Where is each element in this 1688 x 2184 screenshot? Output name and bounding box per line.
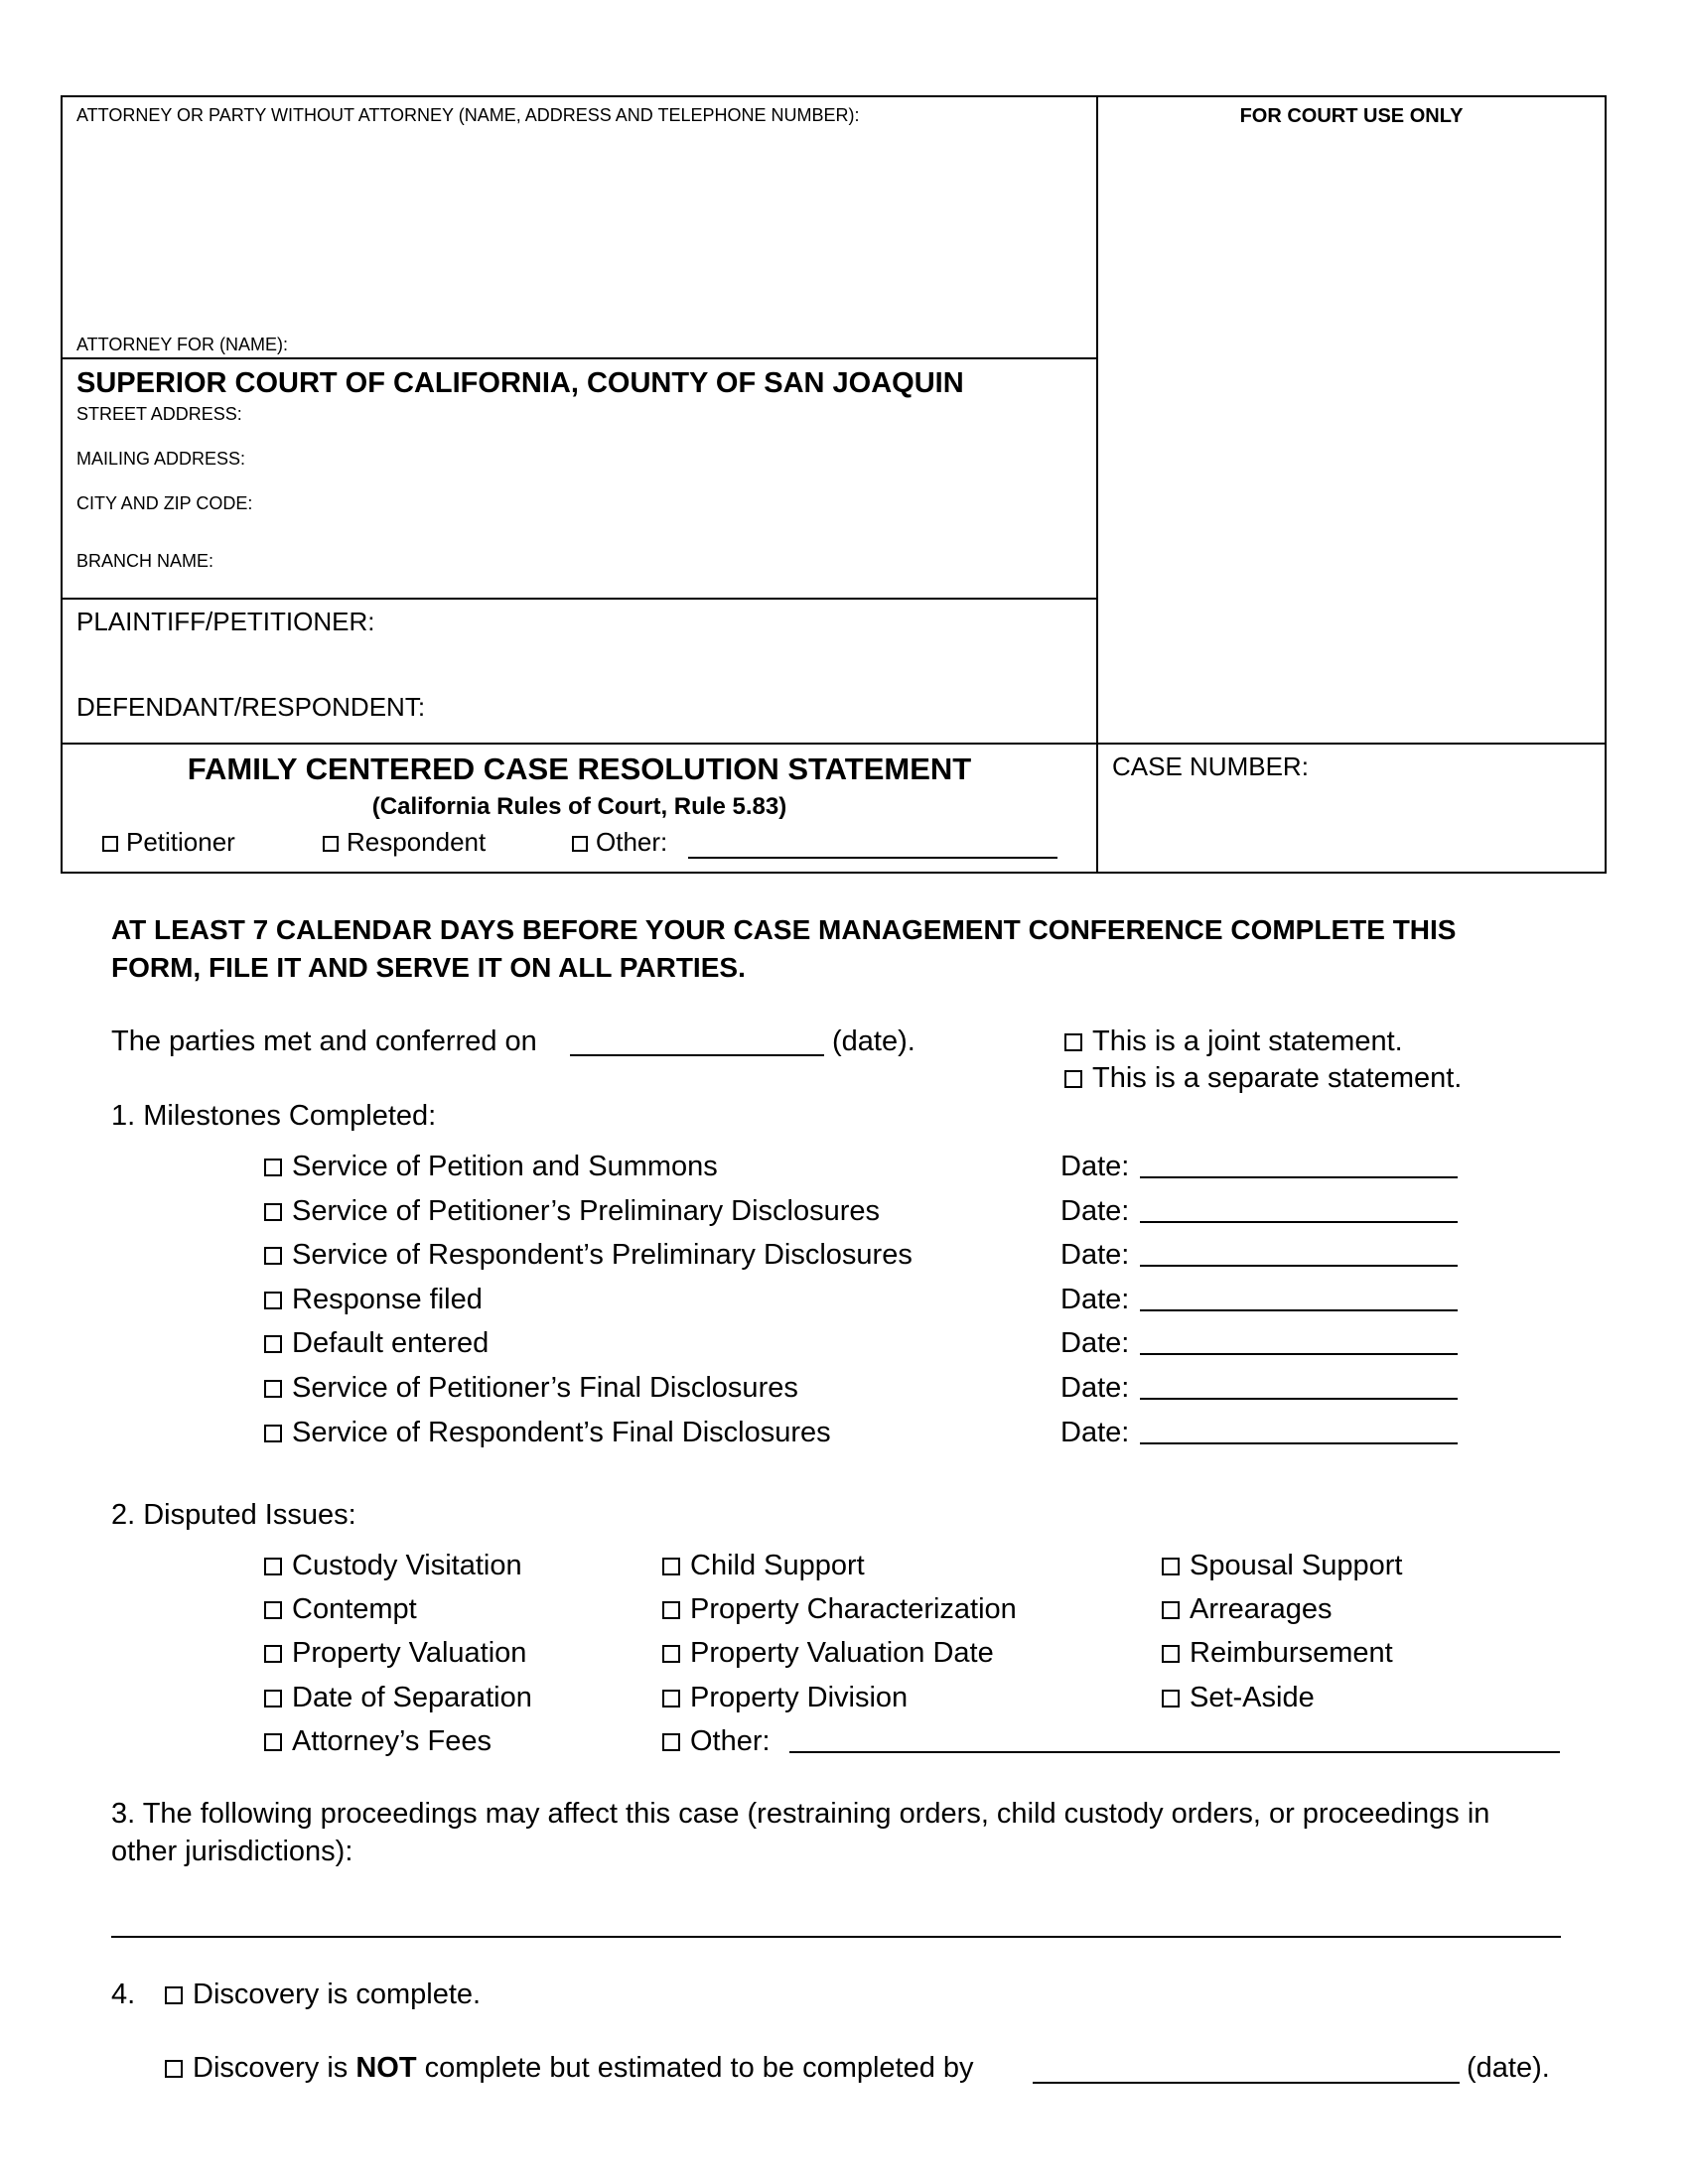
checkbox[interactable] (264, 1159, 282, 1176)
issue-label: Property Characterization (690, 1593, 1017, 1626)
checkbox[interactable] (1064, 1033, 1082, 1051)
issue-other-field[interactable] (789, 1751, 1560, 1753)
discovery-date-suffix: (date). (1467, 2052, 1550, 2084)
plaintiff-label: PLAINTIFF/PETITIONER: (76, 607, 375, 636)
discovery-not-bold: NOT (355, 2052, 417, 2084)
court-use-text: FOR COURT USE ONLY (1239, 105, 1464, 127)
milestone-item[interactable] (264, 1233, 913, 1278)
proceedings-field[interactable] (111, 1936, 1561, 1938)
checkbox[interactable] (165, 1986, 183, 2004)
form-subtitle: (California Rules of Court, Rule 5.83) (371, 793, 787, 820)
checkbox[interactable] (572, 836, 588, 852)
checkbox[interactable] (264, 1380, 282, 1398)
checkbox[interactable] (264, 1425, 282, 1442)
issue-item[interactable] (264, 1719, 532, 1763)
meet-confer-date-field[interactable] (570, 1054, 824, 1056)
discovery-number: 4. (111, 1979, 136, 2010)
disputed-col-2 (662, 1544, 1017, 1763)
discovery-not-complete-option[interactable] (165, 2052, 974, 2085)
checkbox[interactable] (323, 836, 339, 852)
issue-label: Contempt (292, 1593, 417, 1626)
separate-statement-option[interactable] (1064, 1062, 1462, 1095)
issue-item[interactable] (264, 1587, 532, 1631)
issue-label: Reimbursement (1190, 1637, 1393, 1670)
issue-item[interactable] (662, 1544, 1017, 1587)
proceedings-question (111, 1795, 1591, 1870)
issue-item[interactable] (1162, 1676, 1402, 1719)
mailing-address-label: MAILING ADDRESS: (76, 449, 246, 469)
discovery-date-field[interactable] (1033, 2082, 1460, 2084)
issue-item[interactable] (662, 1587, 1017, 1631)
checkbox[interactable] (662, 1558, 680, 1575)
milestone-date-label: Date: (1060, 1151, 1130, 1182)
proceedings-line-2: other jurisdictions): (111, 1836, 353, 1867)
checkbox[interactable] (264, 1203, 282, 1221)
issue-item[interactable] (264, 1544, 532, 1587)
street-address-label: STREET ADDRESS: (76, 404, 242, 424)
checkbox[interactable] (264, 1690, 282, 1707)
court-use-label (1096, 105, 1607, 128)
milestone-label: Service of Respondent’s Final Disclosures (292, 1416, 831, 1448)
case-number-label: CASE NUMBER: (1112, 751, 1309, 781)
milestones-list (264, 1145, 913, 1454)
checkbox[interactable] (662, 1690, 680, 1707)
filer-other[interactable] (572, 827, 667, 858)
attorney-label: ATTORNEY OR PARTY WITHOUT ATTORNEY (NAME, ADDRESS AND TELEPHONE NUMBER): (76, 105, 860, 125)
issue-item[interactable] (1162, 1631, 1402, 1675)
milestone-date-label: Date: (1060, 1239, 1130, 1272)
proceedings-line-1: 3. The following proceedings may affect this case (restraining orders, child custody orders, or proceedings in (111, 1798, 1490, 1830)
disputed-col-1 (264, 1544, 532, 1763)
divider-parties-title (61, 743, 1607, 745)
milestone-item[interactable] (264, 1145, 913, 1189)
defendant-label: DEFENDANT/RESPONDENT: (76, 692, 426, 722)
checkbox[interactable] (264, 1645, 282, 1663)
court-name: SUPERIOR COURT OF CALIFORNIA, COUNTY OF SAN JOAQUIN (76, 367, 964, 399)
filer-other-label: Other: (596, 827, 668, 857)
milestone-label: Response filed (292, 1283, 483, 1315)
issue-item[interactable] (662, 1676, 1017, 1719)
checkbox[interactable] (102, 836, 118, 852)
separate-statement-label: This is a separate statement. (1092, 1062, 1463, 1094)
milestone-date-field[interactable] (1140, 1176, 1458, 1178)
milestone-label: Service of Petitioner’s Preliminary Disclosures (292, 1194, 881, 1227)
checkbox[interactable] (264, 1335, 282, 1353)
milestone-date-field[interactable] (1140, 1442, 1458, 1444)
issue-item[interactable] (1162, 1587, 1402, 1631)
issue-item[interactable] (1162, 1544, 1402, 1587)
discovery-complete-option[interactable] (165, 1979, 481, 2011)
discovery-not-prefix: Discovery is (193, 2052, 356, 2084)
issue-item[interactable] (662, 1631, 1017, 1675)
issue-item[interactable] (264, 1631, 532, 1675)
milestone-label: Default entered (292, 1327, 490, 1360)
filer-other-field[interactable] (688, 857, 1057, 859)
milestone-label: Service of Petition and Summons (292, 1151, 718, 1182)
milestone-date-field[interactable] (1140, 1353, 1458, 1355)
attorney-for-label: ATTORNEY FOR (NAME): (76, 335, 289, 354)
disputed-col-3 (1162, 1544, 1402, 1719)
checkbox[interactable] (1162, 1601, 1180, 1619)
city-zip-label: CITY AND ZIP CODE: (76, 493, 253, 513)
milestone-date-label: Date: (1060, 1416, 1130, 1448)
issue-item[interactable] (264, 1676, 532, 1719)
checkbox[interactable] (264, 1733, 282, 1751)
form-title: FAMILY CENTERED CASE RESOLUTION STATEMENT (187, 751, 972, 786)
checkbox[interactable] (264, 1558, 282, 1575)
checkbox[interactable] (1162, 1690, 1180, 1707)
milestone-item[interactable] (264, 1366, 913, 1411)
issue-label: Spousal Support (1190, 1550, 1403, 1581)
branch-name-label: BRANCH NAME: (76, 551, 214, 571)
milestone-item[interactable] (264, 1189, 913, 1234)
disputed-heading: 2. Disputed Issues: (111, 1499, 356, 1531)
issue-label: Other: (690, 1724, 771, 1757)
milestones-heading: 1. Milestones Completed: (111, 1100, 437, 1132)
filer-respondent[interactable] (323, 827, 486, 858)
checkbox[interactable] (662, 1733, 680, 1751)
issue-label: Child Support (690, 1550, 865, 1581)
milestone-item[interactable] (264, 1321, 913, 1366)
milestone-item[interactable] (264, 1278, 913, 1322)
checkbox[interactable] (662, 1645, 680, 1663)
issue-label: Attorney’s Fees (292, 1724, 492, 1757)
meet-confer-prefix: The parties met and conferred on (111, 1025, 537, 1057)
notice-line-2: FORM, FILE IT AND SERVE IT ON ALL PARTIES. (111, 952, 746, 983)
milestone-date-field[interactable] (1140, 1221, 1458, 1223)
issue-label: Property Division (690, 1681, 909, 1713)
milestone-label: Service of Petitioner’s Final Disclosures (292, 1371, 798, 1404)
checkbox[interactable] (264, 1292, 282, 1309)
joint-statement-option[interactable] (1064, 1025, 1403, 1058)
milestone-date-field[interactable] (1140, 1398, 1458, 1400)
issue-label: Property Valuation (292, 1637, 527, 1670)
filer-petitioner[interactable] (102, 827, 235, 858)
checkbox[interactable] (165, 2060, 183, 2078)
discovery-not-middle: complete but estimated to be completed by (416, 2052, 974, 2084)
filer-petitioner-label: Petitioner (126, 827, 235, 857)
meet-confer-suffix: (date). (832, 1025, 915, 1057)
issue-label: Custody Visitation (292, 1550, 522, 1581)
checkbox[interactable] (1064, 1070, 1082, 1088)
milestone-dates (1060, 1145, 1129, 1454)
filer-respondent-label: Respondent (347, 827, 487, 857)
checkbox[interactable] (1162, 1558, 1180, 1575)
milestone-date-label: Date: (1060, 1327, 1130, 1360)
checkbox[interactable] (1162, 1645, 1180, 1663)
divider-court-parties (61, 598, 1098, 600)
issue-label: Arrearages (1190, 1593, 1333, 1626)
milestone-date-label: Date: (1060, 1194, 1130, 1227)
discovery-complete-label: Discovery is complete. (193, 1979, 482, 2010)
milestone-date-label: Date: (1060, 1371, 1130, 1404)
issue-label: Property Valuation Date (690, 1637, 994, 1670)
checkbox[interactable] (662, 1601, 680, 1619)
milestone-date-field[interactable] (1140, 1265, 1458, 1267)
milestone-date-label: Date: (1060, 1283, 1130, 1315)
milestone-label: Service of Respondent’s Preliminary Disclosures (292, 1239, 913, 1272)
divider-attorney-court (61, 357, 1098, 359)
issue-label: Set-Aside (1190, 1681, 1315, 1713)
joint-statement-label: This is a joint statement. (1092, 1025, 1403, 1057)
checkbox[interactable] (264, 1247, 282, 1265)
issue-label: Date of Separation (292, 1681, 532, 1713)
issue-item[interactable] (662, 1719, 1017, 1763)
filing-notice (111, 911, 1456, 987)
checkbox[interactable] (264, 1601, 282, 1619)
notice-line-1: AT LEAST 7 CALENDAR DAYS BEFORE YOUR CASE MANAGEMENT CONFERENCE COMPLETE THIS (111, 914, 1457, 945)
milestone-date-field[interactable] (1140, 1309, 1458, 1311)
milestone-item[interactable] (264, 1411, 913, 1455)
